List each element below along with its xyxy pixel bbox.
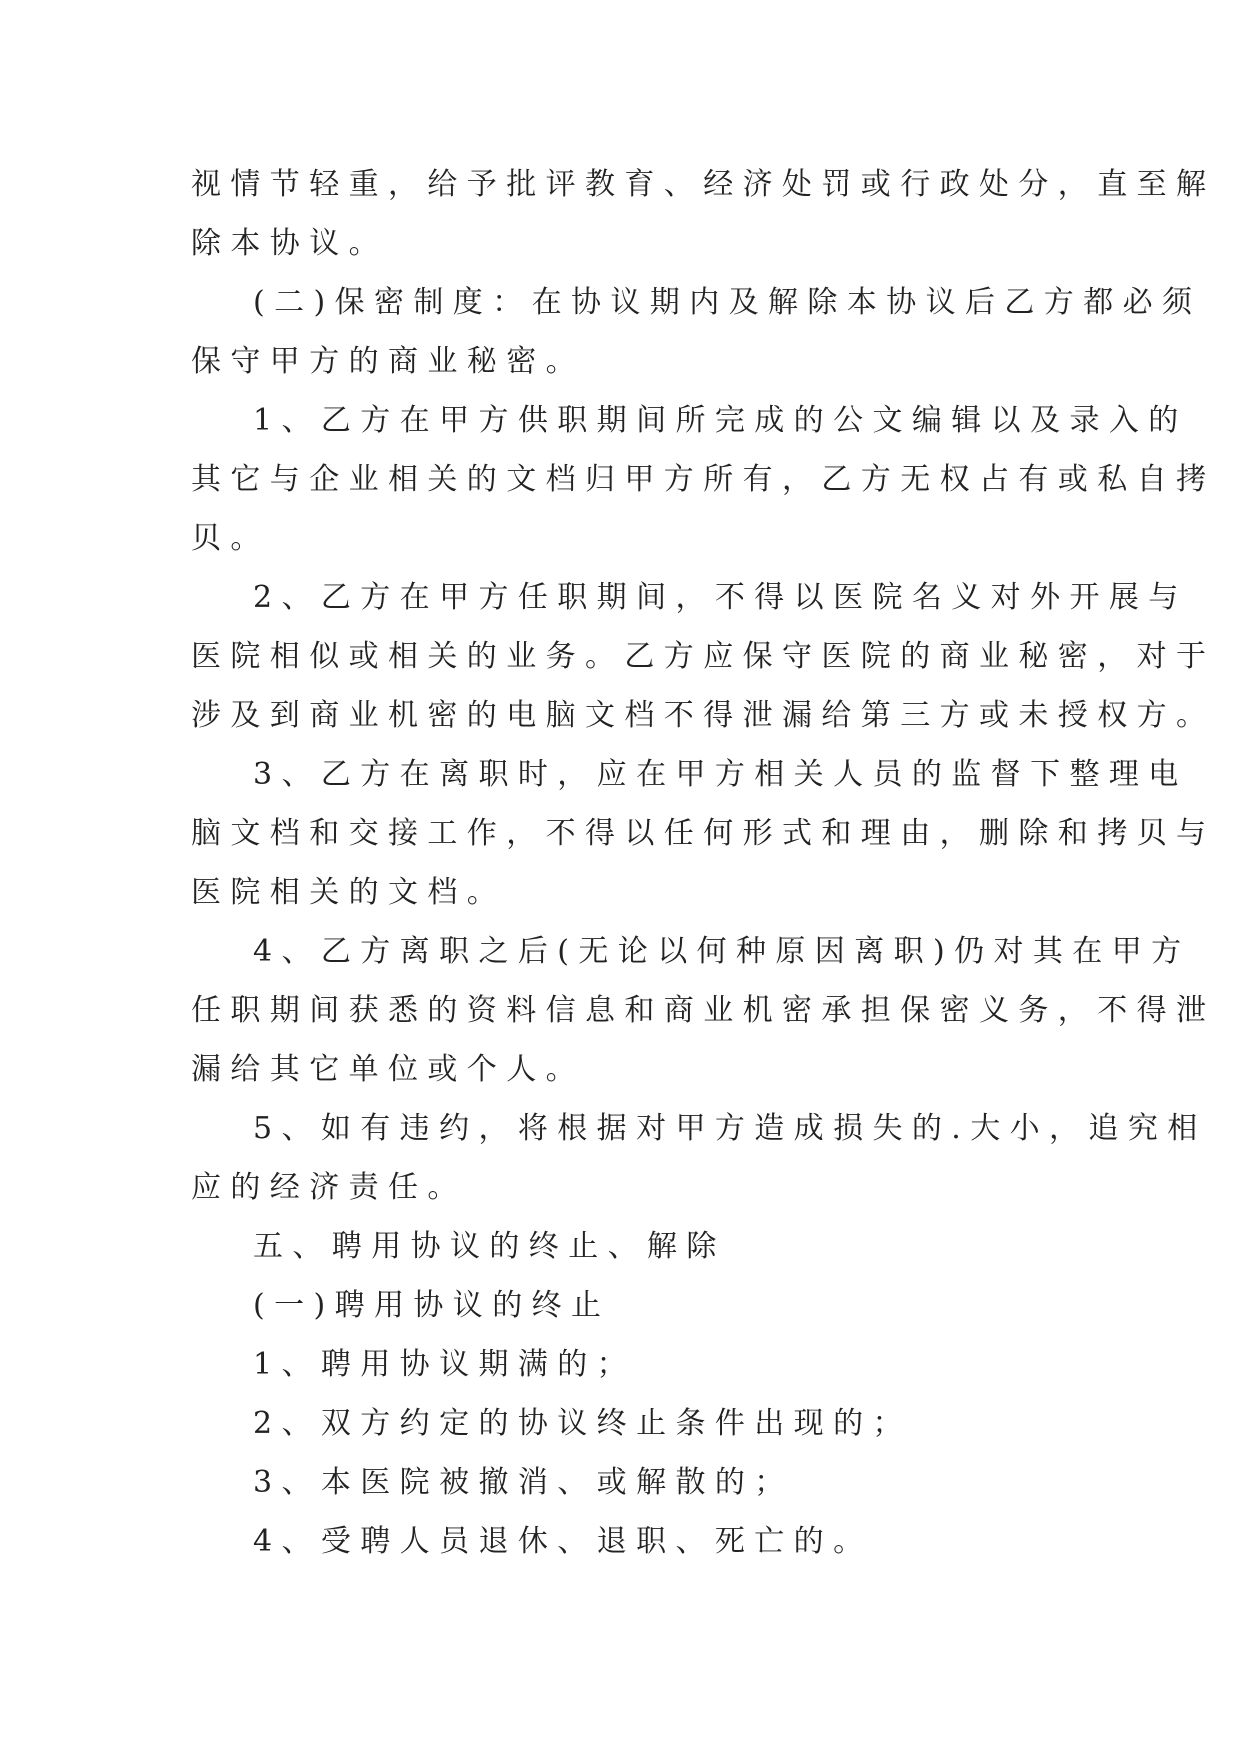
paragraph-line: (二)保密制度：在协议期内及解除本协议后乙方都必须: [253, 285, 1202, 320]
paragraph-line: 5、如有违约，将根据对甲方造成损失的.大小，追究相: [253, 1111, 1207, 1146]
paragraph-line: 除本协议。: [191, 226, 388, 261]
section-heading: 五、聘用协议的终止、解除: [253, 1229, 726, 1264]
paragraph-line: 保守甲方的商业秘密。: [191, 344, 585, 379]
list-item: 4、受聘人员退休、退职、死亡的。: [253, 1524, 873, 1559]
paragraph-line: 其它与企业相关的文档归甲方所有，乙方无权占有或私自拷: [191, 462, 1216, 497]
paragraph-line: 2、乙方在甲方任职期间，不得以医院名义对外开展与: [253, 580, 1188, 615]
paragraph-line: 3、乙方在离职时，应在甲方相关人员的监督下整理电: [253, 757, 1188, 792]
paragraph-line: 漏给其它单位或个人。: [191, 1052, 585, 1087]
list-item: 2、双方约定的协议终止条件出现的；: [253, 1406, 912, 1441]
paragraph-line: 任职期间获悉的资料信息和商业机密承担保密义务，不得泄: [191, 993, 1216, 1028]
list-item: 3、本医院被撤消、或解散的；: [253, 1465, 794, 1500]
paragraph-line: 1、乙方在甲方供职期间所完成的公文编辑以及录入的: [253, 403, 1188, 438]
paragraph-line: 医院相关的文档。: [191, 875, 507, 910]
list-item: 1、聘用协议期满的；: [253, 1347, 637, 1382]
paragraph-line: 应的经济责任。: [191, 1170, 467, 1205]
paragraph-line: 贝。: [191, 521, 270, 556]
paragraph-line: 视情节轻重，给予批评教育、经济处罚或行政处分，直至解: [191, 167, 1216, 202]
paragraph-line: 涉及到商业机密的电脑文档不得泄漏给第三方或未授权方。: [191, 698, 1216, 733]
subsection-heading: (一)聘用协议的终止: [253, 1288, 611, 1323]
paragraph-line: 医院相似或相关的业务。乙方应保守医院的商业秘密，对于: [191, 639, 1216, 674]
paragraph-line: 4、乙方离职之后(无论以何种原因离职)仍对其在甲方: [253, 934, 1191, 969]
paragraph-line: 脑文档和交接工作，不得以任何形式和理由，删除和拷贝与: [191, 816, 1216, 851]
